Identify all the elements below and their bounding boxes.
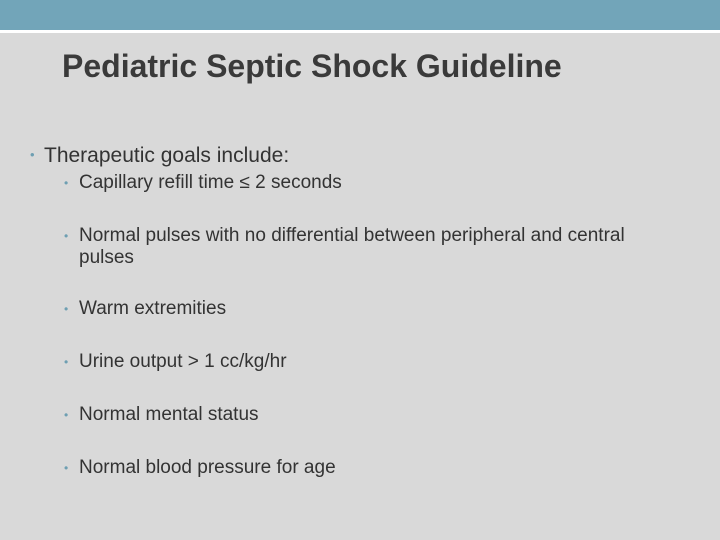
bullet-icon: •: [64, 229, 69, 243]
bullet-icon: •: [64, 461, 69, 475]
goal-item: [64, 172, 342, 194]
slide-title: Pediatric Septic Shock Guideline: [62, 48, 562, 84]
goal-item: [64, 457, 336, 479]
goal-item: [64, 298, 226, 320]
goal-text: Normal mental status: [79, 404, 259, 425]
bullet-icon: •: [64, 176, 69, 190]
goal-text: Urine output > 1 cc/kg/hr: [79, 351, 287, 372]
bullet-icon: •: [64, 408, 69, 422]
bullet-icon: •: [64, 302, 69, 316]
goal-text: Normal pulses with no differential between peripheral and central pulses: [79, 225, 625, 268]
bullet-icon: •: [30, 146, 35, 162]
goal-text: Warm extremities: [79, 298, 227, 319]
goal-item: [64, 404, 259, 426]
header-band: [0, 0, 720, 30]
bullet-icon: •: [64, 355, 69, 369]
header-divider: [0, 30, 720, 33]
goal-text: Normal blood pressure for age: [79, 457, 336, 478]
main-bullet-text: Therapeutic goals include:: [44, 144, 290, 167]
goal-text: Capillary refill time ≤ 2 seconds: [79, 172, 342, 193]
goal-item: [64, 225, 679, 269]
main-bullet: [30, 144, 289, 168]
goal-item: [64, 351, 287, 373]
